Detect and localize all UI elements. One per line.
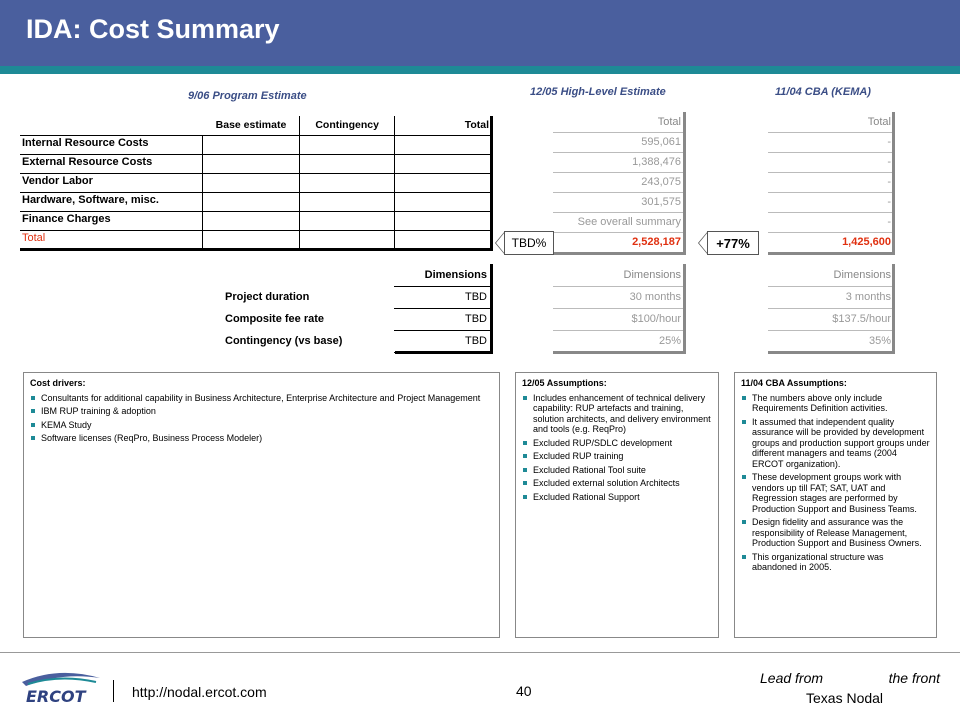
cba-header: Total: [768, 112, 893, 132]
dim-value: 3 months: [768, 286, 893, 308]
list-item: Excluded RUP/SDLC development: [522, 438, 712, 449]
table-row: [20, 135, 492, 154]
list-item: Excluded Rational Support: [522, 492, 712, 503]
cell: [395, 173, 492, 192]
header-contingency: Contingency: [300, 116, 395, 135]
list-item: Excluded external solution Architects: [522, 478, 712, 489]
cell: [203, 230, 300, 249]
logo-text: ERCOT: [26, 687, 86, 706]
list-item: Excluded Rational Tool suite: [522, 465, 712, 476]
table-row: [20, 173, 492, 192]
dim-value: 30 months: [553, 286, 683, 308]
dim-header: Dimensions: [553, 264, 683, 286]
cell: [395, 154, 492, 173]
high-level-total: 2,528,187: [553, 232, 683, 252]
assumptions-1205-box: [515, 372, 719, 638]
row-label: Vendor Labor: [20, 173, 203, 192]
dim-value: TBD: [394, 286, 490, 308]
high-level-value: 595,061: [553, 132, 683, 152]
table-row: [20, 211, 492, 230]
cba-dimensions: [768, 264, 893, 353]
high-level-value: 243,075: [553, 172, 683, 192]
assumptions-1104-list: [741, 393, 930, 573]
cell: [300, 192, 395, 211]
list-item: It assumed that independent quality assurance will be provided by development groups and production support groups under different managers and teams (2004 ERCOT organization).: [741, 417, 930, 470]
tagline-right: the front: [888, 670, 940, 686]
cba-table: [768, 112, 893, 253]
cba-value: -: [768, 132, 893, 152]
cell: [300, 173, 395, 192]
dim-value: TBD: [394, 330, 490, 352]
dim-value: 25%: [553, 330, 683, 352]
cell: [300, 135, 395, 154]
cost-drivers-box: [23, 372, 500, 638]
list-item: These development groups work with vendors up till FAT; SAT, UAT and Regression stages are performed by Production Support and Business Teams.: [741, 472, 930, 514]
list-item: This organizational structure was abandoned in 2005.: [741, 552, 930, 573]
row-label: Internal Resource Costs: [20, 135, 203, 154]
list-item: IBM RUP training & adoption: [30, 406, 493, 417]
list-item: Includes enhancement of technical delivery capability: RUP artefacts and training, solution architects, and delivery environment and tools (e.g. ReqPro): [522, 393, 712, 435]
high-level-dimensions: [553, 264, 683, 353]
footer-divider: [0, 652, 960, 653]
high-level-estimate-label: 12/05 High-Level Estimate: [530, 86, 666, 98]
assumptions-1205-title: 12/05 Assumptions:: [522, 378, 607, 388]
high-level-table: [553, 112, 683, 253]
footer-tagline: [760, 670, 940, 686]
dim-label: Project duration: [225, 291, 310, 303]
cost-drivers-title: Cost drivers:: [30, 378, 86, 388]
list-item: Excluded RUP training: [522, 451, 712, 462]
dim-value: TBD: [394, 308, 490, 330]
tagline-left: Lead from: [760, 670, 824, 686]
dim-value: $137.5/hour: [768, 308, 893, 330]
dim-label: Contingency (vs base): [225, 335, 343, 347]
cell: [395, 230, 492, 249]
assumptions-1104-box: [734, 372, 937, 638]
program-estimate-label: 9/06 Program Estimate: [188, 90, 307, 102]
list-item: The numbers above only include Requirements Definition activities.: [741, 393, 930, 414]
dim-header: Dimensions: [394, 264, 490, 286]
cell: [203, 192, 300, 211]
header-stripe: [0, 66, 960, 74]
header-base-estimate: Base estimate: [203, 116, 300, 135]
cell: [203, 135, 300, 154]
cba-value: -: [768, 172, 893, 192]
high-level-value: See overall summary: [553, 212, 683, 232]
header-bar: [0, 0, 960, 66]
list-item: KEMA Study: [30, 420, 493, 431]
callout-plus77: +77%: [707, 231, 759, 255]
dim-value: 35%: [768, 330, 893, 352]
list-item: Design fidelity and assurance was the responsibility of Release Management, Production Support and Business Owners.: [741, 517, 930, 549]
cell: [203, 154, 300, 173]
cell: [395, 135, 492, 154]
table-row: [20, 192, 492, 211]
dim-header: Dimensions: [768, 264, 893, 286]
cell: [395, 192, 492, 211]
program-dimensions-table: [222, 264, 490, 353]
ercot-logo: [18, 668, 104, 708]
program-cost-table: [20, 116, 492, 250]
footer-url-link[interactable]: http://nodal.ercot.com: [132, 684, 267, 700]
cell: [300, 211, 395, 230]
row-label: External Resource Costs: [20, 154, 203, 173]
table-corner: [20, 116, 203, 135]
list-item: Consultants for additional capability in Business Architecture, Enterprise Architecture and Project Management: [30, 393, 493, 404]
list-item: Software licenses (ReqPro, Business Process Modeler): [30, 433, 493, 444]
cell: [203, 173, 300, 192]
cba-total: 1,425,600: [768, 232, 893, 252]
dim-label: Composite fee rate: [225, 313, 325, 325]
high-level-value: 301,575: [553, 192, 683, 212]
page-number: 40: [516, 683, 532, 699]
assumptions-1104-title: 11/04 CBA Assumptions:: [741, 378, 847, 388]
dim-value: $100/hour: [553, 308, 683, 330]
footer-tagline-2: Texas Nodal: [806, 690, 884, 706]
callout-tbd: TBD%: [504, 231, 554, 255]
cba-value: -: [768, 152, 893, 172]
assumptions-1205-list: [522, 393, 712, 503]
cell: [203, 211, 300, 230]
page-title: IDA: Cost Summary: [26, 14, 280, 44]
cost-drivers-list: [30, 393, 493, 444]
cba-label: 11/04 CBA (KEMA): [775, 86, 871, 98]
cell: [395, 211, 492, 230]
cba-value: -: [768, 212, 893, 232]
header-total: Total: [395, 116, 492, 135]
row-label: Hardware, Software, misc.: [20, 192, 203, 211]
cba-value: -: [768, 192, 893, 212]
row-label: Finance Charges: [20, 211, 203, 230]
program-dimensions: [222, 264, 490, 353]
table-row: [20, 154, 492, 173]
high-level-header: Total: [553, 112, 683, 132]
footer-separator: [113, 680, 114, 702]
row-label-total: Total: [20, 230, 203, 249]
table-row-total: [20, 230, 492, 249]
dim-blank: [222, 264, 394, 286]
cell: [300, 230, 395, 249]
high-level-value: 1,388,476: [553, 152, 683, 172]
cell: [300, 154, 395, 173]
